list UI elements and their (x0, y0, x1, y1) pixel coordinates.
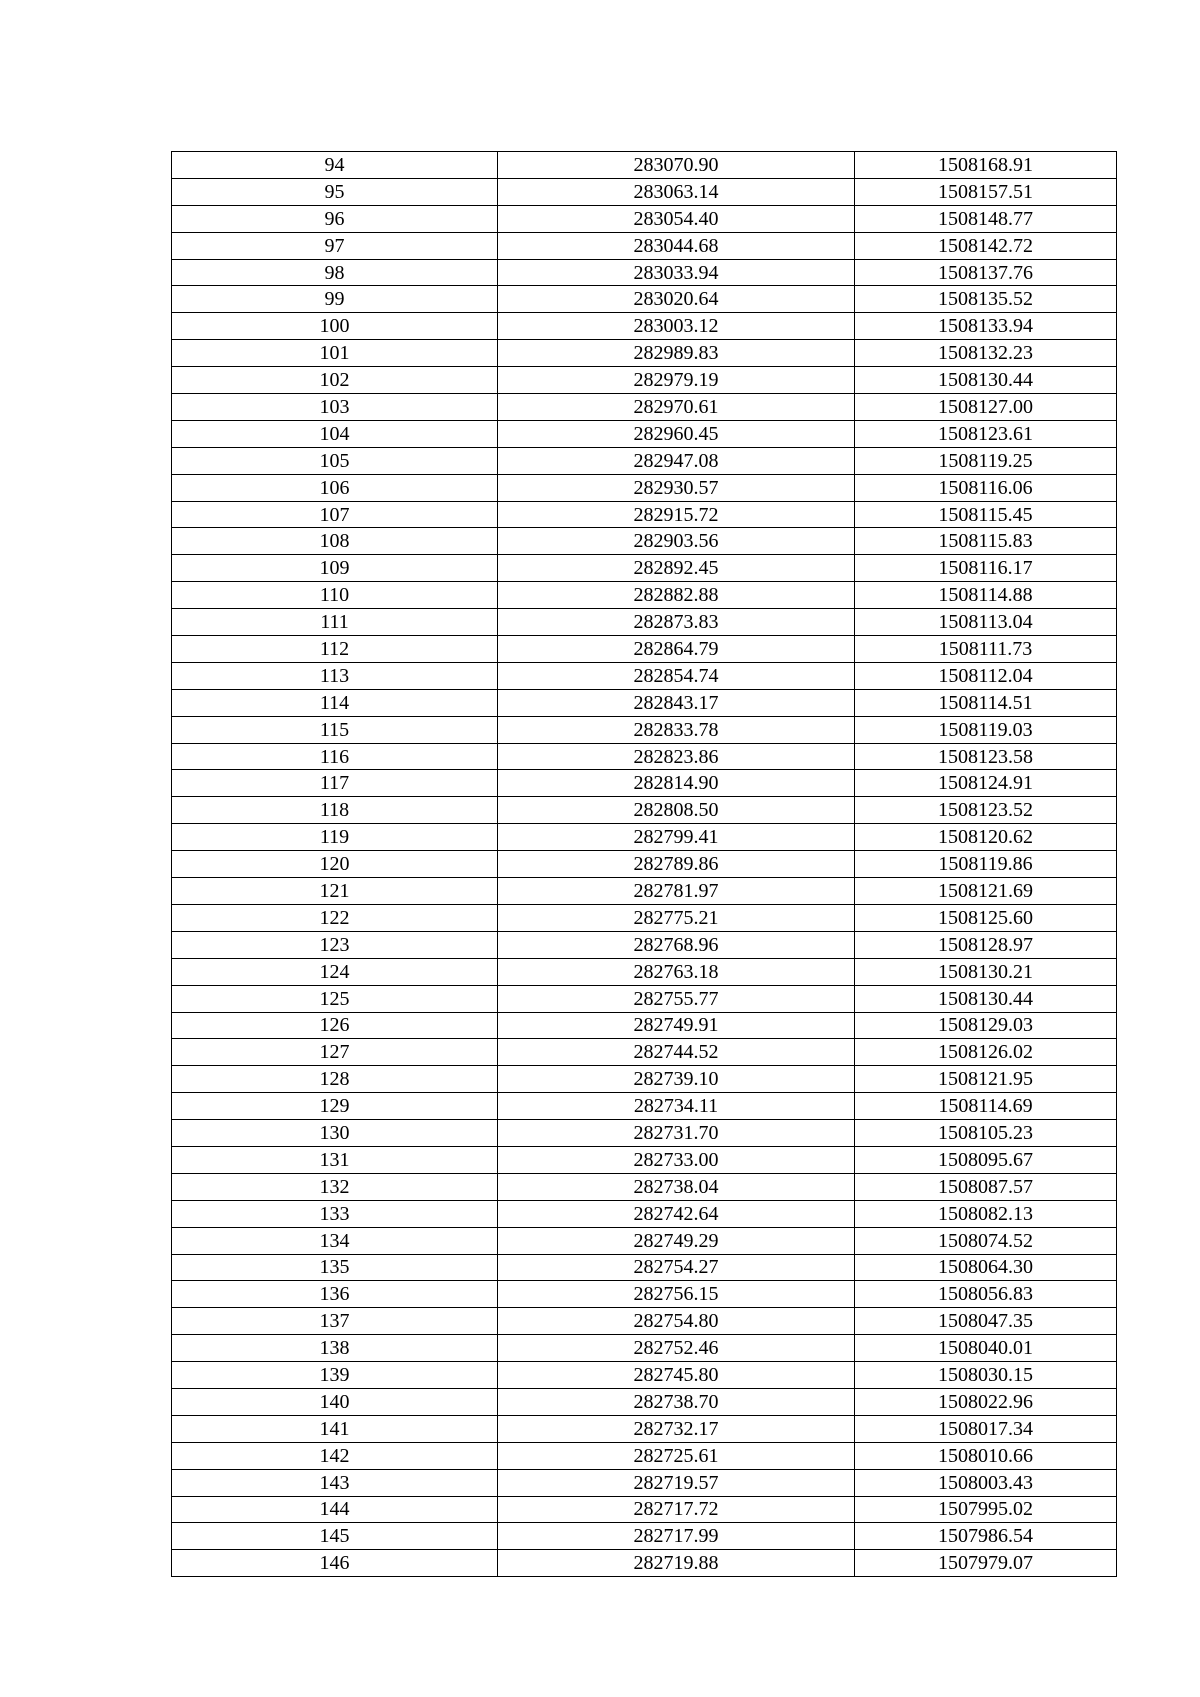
table-row (172, 1335, 1117, 1362)
y-coordinate-cell: 1507979.07 (855, 1550, 1117, 1577)
x-coordinate-cell: 282739.10 (498, 1066, 855, 1093)
x-coordinate-cell: 282947.08 (498, 447, 855, 474)
point-number-cell: 122 (172, 904, 498, 931)
table-row (172, 636, 1117, 663)
table-row (172, 1523, 1117, 1550)
point-number-cell: 97 (172, 232, 498, 259)
x-coordinate-cell: 282754.27 (498, 1254, 855, 1281)
y-coordinate-cell: 1508116.17 (855, 555, 1117, 582)
point-number-cell: 120 (172, 851, 498, 878)
x-coordinate-cell: 282979.19 (498, 367, 855, 394)
y-coordinate-cell: 1508040.01 (855, 1335, 1117, 1362)
table-row (172, 394, 1117, 421)
y-coordinate-cell: 1508113.04 (855, 609, 1117, 636)
x-coordinate-cell: 282833.78 (498, 716, 855, 743)
x-coordinate-cell: 282717.72 (498, 1496, 855, 1523)
x-coordinate-cell: 283070.90 (498, 152, 855, 179)
x-coordinate-cell: 282756.15 (498, 1281, 855, 1308)
x-coordinate-cell: 282755.77 (498, 985, 855, 1012)
table-row (172, 1388, 1117, 1415)
x-coordinate-cell: 282725.61 (498, 1442, 855, 1469)
coordinate-table (171, 151, 1117, 1577)
table-row (172, 1442, 1117, 1469)
table-row (172, 340, 1117, 367)
y-coordinate-cell: 1508130.44 (855, 367, 1117, 394)
table-row (172, 286, 1117, 313)
point-number-cell: 129 (172, 1093, 498, 1120)
y-coordinate-cell: 1508119.86 (855, 851, 1117, 878)
point-number-cell: 139 (172, 1362, 498, 1389)
point-number-cell: 99 (172, 286, 498, 313)
point-number-cell: 144 (172, 1496, 498, 1523)
table-row (172, 931, 1117, 958)
point-number-cell: 145 (172, 1523, 498, 1550)
point-number-cell: 107 (172, 501, 498, 528)
table-row (172, 851, 1117, 878)
point-number-cell: 101 (172, 340, 498, 367)
x-coordinate-cell: 282754.80 (498, 1308, 855, 1335)
table-row (172, 1362, 1117, 1389)
point-number-cell: 117 (172, 770, 498, 797)
table-row (172, 420, 1117, 447)
point-number-cell: 127 (172, 1039, 498, 1066)
y-coordinate-cell: 1508135.52 (855, 286, 1117, 313)
y-coordinate-cell: 1508111.73 (855, 636, 1117, 663)
y-coordinate-cell: 1508030.15 (855, 1362, 1117, 1389)
table-row (172, 447, 1117, 474)
table-row (172, 1308, 1117, 1335)
x-coordinate-cell: 282903.56 (498, 528, 855, 555)
x-coordinate-cell: 282970.61 (498, 394, 855, 421)
point-number-cell: 128 (172, 1066, 498, 1093)
y-coordinate-cell: 1508124.91 (855, 770, 1117, 797)
x-coordinate-cell: 283020.64 (498, 286, 855, 313)
point-number-cell: 116 (172, 743, 498, 770)
y-coordinate-cell: 1508121.69 (855, 878, 1117, 905)
table-row (172, 824, 1117, 851)
point-number-cell: 119 (172, 824, 498, 851)
y-coordinate-cell: 1508157.51 (855, 178, 1117, 205)
y-coordinate-cell: 1508115.45 (855, 501, 1117, 528)
table-row (172, 152, 1117, 179)
y-coordinate-cell: 1508128.97 (855, 931, 1117, 958)
x-coordinate-cell: 282843.17 (498, 689, 855, 716)
point-number-cell: 104 (172, 420, 498, 447)
table-row (172, 1039, 1117, 1066)
y-coordinate-cell: 1508010.66 (855, 1442, 1117, 1469)
point-number-cell: 123 (172, 931, 498, 958)
table-row (172, 1066, 1117, 1093)
table-row (172, 1496, 1117, 1523)
x-coordinate-cell: 282789.86 (498, 851, 855, 878)
y-coordinate-cell: 1508017.34 (855, 1415, 1117, 1442)
x-coordinate-cell: 282775.21 (498, 904, 855, 931)
point-number-cell: 102 (172, 367, 498, 394)
x-coordinate-cell: 282744.52 (498, 1039, 855, 1066)
y-coordinate-cell: 1508127.00 (855, 394, 1117, 421)
x-coordinate-cell: 282892.45 (498, 555, 855, 582)
y-coordinate-cell: 1508125.60 (855, 904, 1117, 931)
table-row (172, 689, 1117, 716)
point-number-cell: 110 (172, 582, 498, 609)
x-coordinate-cell: 282930.57 (498, 474, 855, 501)
point-number-cell: 95 (172, 178, 498, 205)
y-coordinate-cell: 1508130.44 (855, 985, 1117, 1012)
table-row (172, 232, 1117, 259)
point-number-cell: 137 (172, 1308, 498, 1335)
table-row (172, 904, 1117, 931)
y-coordinate-cell: 1507995.02 (855, 1496, 1117, 1523)
x-coordinate-cell: 282799.41 (498, 824, 855, 851)
y-coordinate-cell: 1508074.52 (855, 1227, 1117, 1254)
table-row (172, 985, 1117, 1012)
point-number-cell: 140 (172, 1388, 498, 1415)
point-number-cell: 113 (172, 662, 498, 689)
y-coordinate-cell: 1508116.06 (855, 474, 1117, 501)
point-number-cell: 124 (172, 958, 498, 985)
table-row (172, 528, 1117, 555)
point-number-cell: 105 (172, 447, 498, 474)
table-row (172, 582, 1117, 609)
y-coordinate-cell: 1508132.23 (855, 340, 1117, 367)
point-number-cell: 111 (172, 609, 498, 636)
y-coordinate-cell: 1508064.30 (855, 1254, 1117, 1281)
point-number-cell: 103 (172, 394, 498, 421)
x-coordinate-cell: 282742.64 (498, 1200, 855, 1227)
table-row (172, 367, 1117, 394)
x-coordinate-cell: 282738.04 (498, 1173, 855, 1200)
y-coordinate-cell: 1508119.25 (855, 447, 1117, 474)
table-row (172, 1254, 1117, 1281)
x-coordinate-cell: 283003.12 (498, 313, 855, 340)
y-coordinate-cell: 1508087.57 (855, 1173, 1117, 1200)
point-number-cell: 143 (172, 1469, 498, 1496)
table-row (172, 1227, 1117, 1254)
point-number-cell: 134 (172, 1227, 498, 1254)
point-number-cell: 141 (172, 1415, 498, 1442)
x-coordinate-cell: 282808.50 (498, 797, 855, 824)
y-coordinate-cell: 1508123.61 (855, 420, 1117, 447)
point-number-cell: 126 (172, 1012, 498, 1039)
y-coordinate-cell: 1508168.91 (855, 152, 1117, 179)
table-row (172, 313, 1117, 340)
x-coordinate-cell: 283054.40 (498, 205, 855, 232)
y-coordinate-cell: 1508112.04 (855, 662, 1117, 689)
table-row (172, 1146, 1117, 1173)
y-coordinate-cell: 1507986.54 (855, 1523, 1117, 1550)
y-coordinate-cell: 1508142.72 (855, 232, 1117, 259)
x-coordinate-cell: 282733.00 (498, 1146, 855, 1173)
table-row (172, 1469, 1117, 1496)
y-coordinate-cell: 1508126.02 (855, 1039, 1117, 1066)
table-row (172, 178, 1117, 205)
point-number-cell: 146 (172, 1550, 498, 1577)
point-number-cell: 106 (172, 474, 498, 501)
point-number-cell: 109 (172, 555, 498, 582)
y-coordinate-cell: 1508003.43 (855, 1469, 1117, 1496)
x-coordinate-cell: 282745.80 (498, 1362, 855, 1389)
table-row (172, 205, 1117, 232)
y-coordinate-cell: 1508022.96 (855, 1388, 1117, 1415)
table-row (172, 878, 1117, 905)
x-coordinate-cell: 283044.68 (498, 232, 855, 259)
y-coordinate-cell: 1508114.69 (855, 1093, 1117, 1120)
table-row (172, 1012, 1117, 1039)
table-row (172, 1550, 1117, 1577)
point-number-cell: 94 (172, 152, 498, 179)
table-row (172, 1173, 1117, 1200)
x-coordinate-cell: 282719.88 (498, 1550, 855, 1577)
point-number-cell: 136 (172, 1281, 498, 1308)
x-coordinate-cell: 282864.79 (498, 636, 855, 663)
x-coordinate-cell: 282989.83 (498, 340, 855, 367)
point-number-cell: 115 (172, 716, 498, 743)
y-coordinate-cell: 1508056.83 (855, 1281, 1117, 1308)
point-number-cell: 131 (172, 1146, 498, 1173)
x-coordinate-cell: 282873.83 (498, 609, 855, 636)
point-number-cell: 132 (172, 1173, 498, 1200)
point-number-cell: 138 (172, 1335, 498, 1362)
x-coordinate-cell: 282882.88 (498, 582, 855, 609)
table-row (172, 1120, 1117, 1147)
x-coordinate-cell: 282814.90 (498, 770, 855, 797)
table-row (172, 259, 1117, 286)
point-number-cell: 114 (172, 689, 498, 716)
y-coordinate-cell: 1508123.52 (855, 797, 1117, 824)
table-row (172, 609, 1117, 636)
point-number-cell: 108 (172, 528, 498, 555)
x-coordinate-cell: 283033.94 (498, 259, 855, 286)
point-number-cell: 125 (172, 985, 498, 1012)
x-coordinate-cell: 282854.74 (498, 662, 855, 689)
table-row (172, 716, 1117, 743)
y-coordinate-cell: 1508123.58 (855, 743, 1117, 770)
x-coordinate-cell: 282749.29 (498, 1227, 855, 1254)
table-row (172, 743, 1117, 770)
coordinate-table-body (172, 152, 1117, 1577)
table-row (172, 501, 1117, 528)
table-row (172, 1093, 1117, 1120)
x-coordinate-cell: 282763.18 (498, 958, 855, 985)
y-coordinate-cell: 1508121.95 (855, 1066, 1117, 1093)
y-coordinate-cell: 1508105.23 (855, 1120, 1117, 1147)
table-row (172, 770, 1117, 797)
point-number-cell: 135 (172, 1254, 498, 1281)
table-row (172, 555, 1117, 582)
y-coordinate-cell: 1508133.94 (855, 313, 1117, 340)
table-row (172, 474, 1117, 501)
x-coordinate-cell: 282915.72 (498, 501, 855, 528)
table-row (172, 662, 1117, 689)
x-coordinate-cell: 282752.46 (498, 1335, 855, 1362)
y-coordinate-cell: 1508120.62 (855, 824, 1117, 851)
point-number-cell: 142 (172, 1442, 498, 1469)
point-number-cell: 100 (172, 313, 498, 340)
x-coordinate-cell: 282960.45 (498, 420, 855, 447)
table-row (172, 1415, 1117, 1442)
y-coordinate-cell: 1508119.03 (855, 716, 1117, 743)
table-row (172, 958, 1117, 985)
x-coordinate-cell: 282734.11 (498, 1093, 855, 1120)
x-coordinate-cell: 283063.14 (498, 178, 855, 205)
table-row (172, 1281, 1117, 1308)
y-coordinate-cell: 1508129.03 (855, 1012, 1117, 1039)
x-coordinate-cell: 282731.70 (498, 1120, 855, 1147)
point-number-cell: 133 (172, 1200, 498, 1227)
point-number-cell: 96 (172, 205, 498, 232)
point-number-cell: 121 (172, 878, 498, 905)
x-coordinate-cell: 282738.70 (498, 1388, 855, 1415)
point-number-cell: 112 (172, 636, 498, 663)
y-coordinate-cell: 1508148.77 (855, 205, 1117, 232)
x-coordinate-cell: 282732.17 (498, 1415, 855, 1442)
y-coordinate-cell: 1508082.13 (855, 1200, 1117, 1227)
point-number-cell: 130 (172, 1120, 498, 1147)
x-coordinate-cell: 282823.86 (498, 743, 855, 770)
x-coordinate-cell: 282749.91 (498, 1012, 855, 1039)
y-coordinate-cell: 1508095.67 (855, 1146, 1117, 1173)
x-coordinate-cell: 282717.99 (498, 1523, 855, 1550)
y-coordinate-cell: 1508130.21 (855, 958, 1117, 985)
point-number-cell: 118 (172, 797, 498, 824)
x-coordinate-cell: 282781.97 (498, 878, 855, 905)
point-number-cell: 98 (172, 259, 498, 286)
y-coordinate-cell: 1508114.88 (855, 582, 1117, 609)
y-coordinate-cell: 1508047.35 (855, 1308, 1117, 1335)
table-row (172, 797, 1117, 824)
y-coordinate-cell: 1508115.83 (855, 528, 1117, 555)
x-coordinate-cell: 282768.96 (498, 931, 855, 958)
x-coordinate-cell: 282719.57 (498, 1469, 855, 1496)
table-row (172, 1200, 1117, 1227)
y-coordinate-cell: 1508137.76 (855, 259, 1117, 286)
y-coordinate-cell: 1508114.51 (855, 689, 1117, 716)
